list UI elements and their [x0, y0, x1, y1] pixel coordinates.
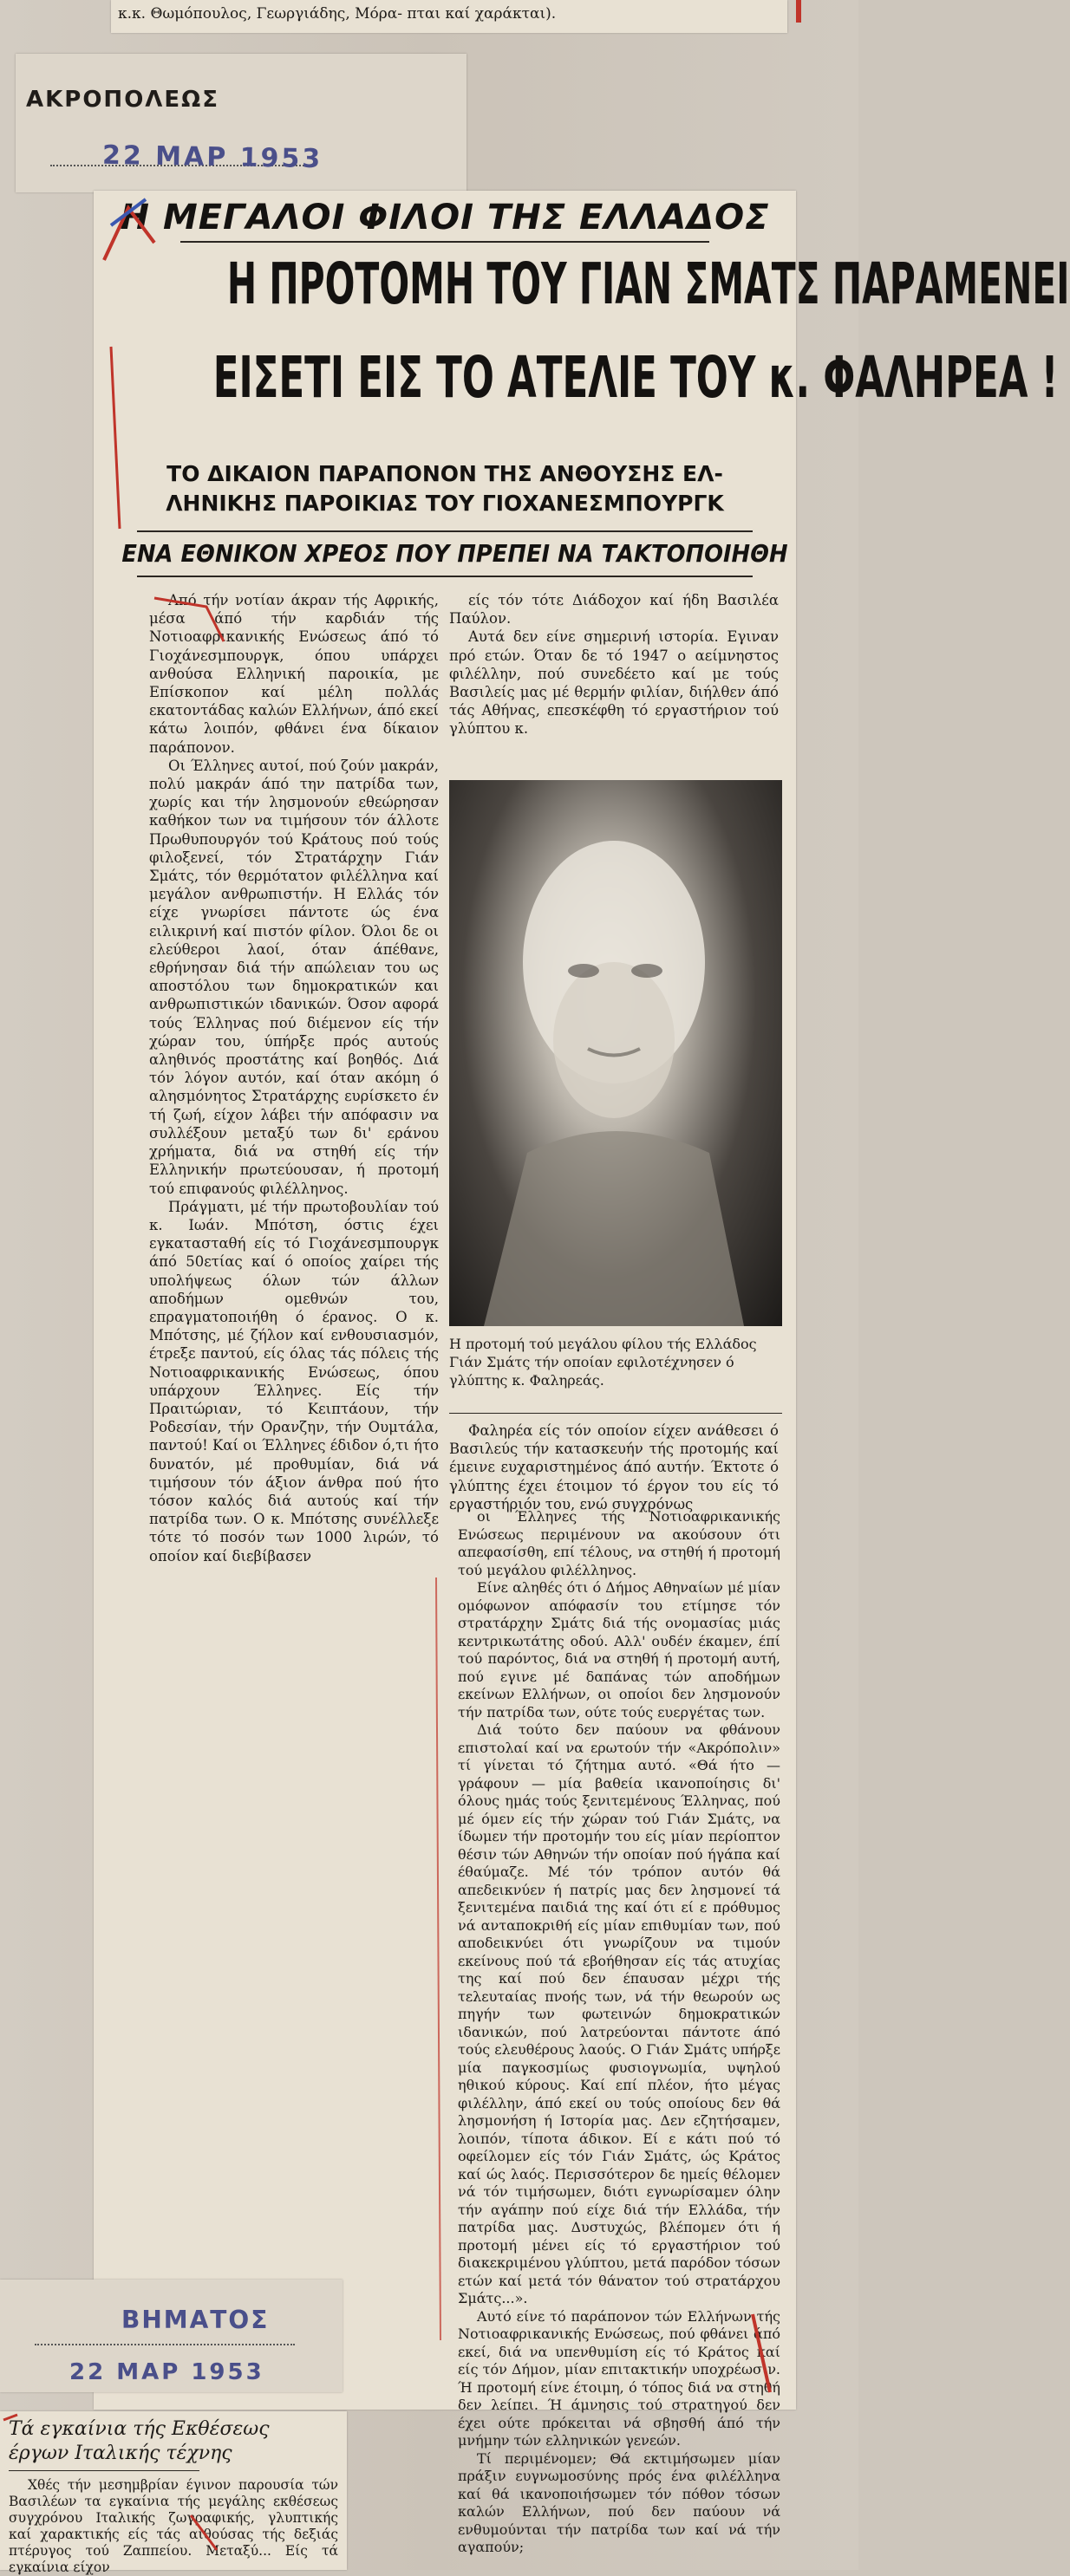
col1-paragraph-1: Από τήν νοτίαν άκραν τής Αφρικής, μέσα άπό τήν καρδιάν τής Νοτιοαφρικανικής Ενώσεως άπό τό Γιοχάνεσμπουργκ, όπου υπάρχει ανθούσα Ελληνική παροικία, με Επίσκοπον καί μέλη πολλάς εκατοντάδας καλών Ελλήνων, άπό εκεί κάτω λοιπόν, φθάνει ένα δίκαιον παράπονον.	[149, 592, 439, 756]
source-label-card-2	[0, 2280, 343, 2392]
date-stamp-2: 22 ΜΑΡ 1953	[69, 2359, 264, 2385]
headline-line-2: ΕΙΣΕΤΙ ΕΙΣ ΤΟ ΑΤΕΛΙΕ ΤΟΥ κ. ΦΑΛΗΡΕΑ !	[212, 344, 1059, 411]
source-label-card	[16, 54, 466, 192]
section-rule-top	[137, 530, 753, 532]
subhead-line-1: ΤΟ ΔΙΚΑΙΟΝ ΠΑΡΑΠΟΝΟΝ ΤΗΣ ΑΝΘΟΥΣΗΣ ΕΛ-	[166, 461, 723, 486]
photo-caption	[449, 1335, 782, 1411]
headline-line-1: Η ΠΡΟΤΟΜΗ ΤΟΥ ΓΙΑΝ ΣΜΑΤΣ ΠΑΡΑΜΕΝΕΙ	[226, 250, 1070, 317]
col3-paragraph-4: Αυτό είνε τό παράπονον τών Ελλήνων τής Νοτιοαφρικανικής Ενώσεως, πού φθάνει άπό εκεί, διά να υπενθυμίση είς τό Κράτος καί είς τόν Δήμον, μίαν επιτακτικήν υποχρέωσιν. Ή προτομή είνε έτοιμη, ό τόπος διά να στηθή δεν λείπει. Ή άμνησις τού στρατηγού δεν έχει ούτε πρόκειται νά σβησθή άπό τήν μνήμην τών ελληνικών γενεών.	[458, 2307, 780, 2449]
col3-paragraph-1: οι Έλληνες τής Νοτιοαφρικανικής Ενώσεως περιμένουν να ακούσουν ότι απεφασίσθη, επί τέλους, να στηθή ή προτομή τού μεγάλου φιλέλληνος.	[458, 1508, 780, 1578]
top-clipping-fragment	[111, 0, 787, 33]
kicker: Η ΜΕΓΑΛΟΙ ΦΙΛΟΙ ΤΗΣ ΕΛΛΑΔΟΣ	[120, 198, 770, 237]
section-rule-bottom	[137, 576, 753, 577]
section-head: ΕΝΑ ΕΘΝΙΚΟΝ ΧΡΕΟΣ ΠΟΥ ΠΡΕΠΕΙ ΝΑ ΤΑΚΤΟΠΟΙΗΘΗ	[121, 539, 788, 568]
caption-rule	[449, 1413, 782, 1414]
col3-paragraph-3: Διά τούτο δεν παύουν να φθάνουν επιστολαί καί να ερωτούν τήν «Ακρόπολιν» τί γίνεται τό ζήτημα αυτό. «Θά ήτο — γράφουν — μία βαθεία ικανοποίησις δι' όλους ημάς τούς ξενιτεμένους Έλληνας, πού μέ όμεν είς τήν χώραν τού Γιάν Σμάτς, να ίδωμεν τήν προτομήν του είς μίαν περίοπτον θέσιν τών Αθηνών τήν οποίαν πού ήγάπα καί έθαύμαζε. Μέ τόν τρόπον αυτόν θά απεδεικνύεν ή πατρίς μας δεν λησμονεί τά ξενιτεμένα παιδιά της καί ότι εί ε πρόθυμος νά ανταποκριθή είς μίαν επιθυμίαν των, πού αποδεικνύει ότι γνωρίζουν να τιμούν εκείνους πού τά εβοήθησαν είς τάς ατυχίας της καί πού δεν έπαυσαν μέχρι τής τελευταίας πνοής των, νά τήν θεωρούν ως πηγήν των φωτεινών δημοκρατικών ιδανικών, πού λατρεύονται πάντοτε άπό τούς ελευθέρους λαούς. Ο Γιάν Σμάτς υπήρξε μία παγκοσμίως φυσιογνωμία, υψηλού ηθικού κύρους. Καί επί πλέον, ήτο μέγας φιλέλλην, άπό εκεί ου τούς οποίους δεν θά λησμονήση ή Ιστορία μας. Δεν εζητήσαμεν, λοιπόν, τίποτα άδικον. Εί ε κάτι πού τό οφείλομεν είς τόν Γιάν Σμάτς, ώς Κράτος καί ώς λαός. Περισσότερον δε ημείς θέλομεν νά τόν τιμήσωμεν, διότι εγνωρίσαμεν όλην τήν αγάπην πού είχε διά τήν Ελλάδα, τήν πατρίδα μας. Δυστυχώς, βλέπομεν ότι ή προτομή μένει είς τό εργαστήριον τού διακεκριμένου γλύπτου, μετά παρόδον τόσων ετών καί μετά τόν θάνατον τού στρατάρχου Σμάτς...».	[458, 1721, 780, 2306]
kicker-rule	[180, 241, 709, 243]
column-1	[149, 591, 439, 1614]
col2-paragraph-2: Αυτά δεν είνε σημερινή ιστορία. Εγιναν πρό ετών. Όταν δε τό 1947 ο αείμνηστος φιλέλλην, πού συνεδέετο καί με τούς Βασιλείς μας μέ θερμήν φιλίαν, διήλθεν άπό τάς Αθήνας, επεσκέφθη τό εργαστήριον τού γλύπτου κ.	[449, 628, 779, 738]
column-2-top	[449, 591, 779, 738]
clipping-2-body: Χθές τήν μεσημβρίαν έγινον παρουσία τών Βασιλέων τα εγκαίνια τής μεγάλης εκθέσεως συγχρόνου Ιταλικής ζωγραφικής, γλυπτικής καί χαρακτικής είς τάς αιθούσας τής δεξιάς πτέρυγος τού Ζαππείου. Μεταξύ... Είς τά εγκαίνια είχον	[9, 2477, 338, 2575]
newspaper-label-2: ΒΗΜΑΤΟΣ	[121, 2306, 270, 2334]
bust-photo	[449, 780, 782, 1326]
col2-paragraph-1: είς τόν τότε Διάδοχον καί ήδη Βασιλέα Παύλον.	[449, 592, 779, 628]
col1-paragraph-2: Οι Έλληνες αυτοί, πού ζούν μακράν, πολύ μακράν άπό την πατρίδα των, χωρίς και τήν λησμονούν εθεώρησαν καθήκον των να τιμήσουν τόν άλλοτε Πρωθυπουργόν τού Κράτους πού τούς φιλοξενεί, τόν Στρατάρχην Γιάν Σμάτς, τόν θερμότατον φιλέλληνα καί μεγάλον ανθρωπιστήν. Η Ελλάς τόν είχε γνωρίσει πάντοτε ώς ένα ειλικρινή καί πιστόν φίλον. Όλοι δε οι ελεύθεροι λαοί, όταν άπέθανε, εθρήνησαν διά τήν απώλειαν του ως αποστόλου των δημοκρατικών και ανθρωπιστικών ιδανικών. Όσον αφορά τούς Έλληνας πού διέμενον είς τήν χώραν του, ύπήρξε πρός αυτούς αληθινός προστάτης καί βοηθός. Διά τόν λόγον αυτόν, καί όταν ακόμη ό αλησμόνητος Στρατάρχης ευρίσκετο έν τή ζωή, είχον λάβει τήν απόφασιν να συλλέξουν μεταξύ των δι' εράνου χρήματα, διά να στηθή είς τήν Ελληνικήν πρωτεύουσαν, ή προτομή τού επιφανούς φιλέλληνος.	[149, 757, 439, 1197]
col1-paragraph-3: Πράγματι, μέ τήν πρωτοβουλίαν τού κ. Ιωάν. Μπότση, όστις έχει εγκατασταθή είς τό Γιοχάνεσμπουργκ άπό 50ετίας καί ό οποίος χαίρει τής υπολήψεως όλων τών άλλων αποδήμων ομεθνών του, επραγματοποιήθη ό έρανος. Ο κ. Μπότσης, μέ ζήλον καί ενθουσιασμόν, έτρεξε παντού, είς όλας τάς πόλεις τής Νοτιοαφρικανικής Ενώσεως, όπου υπάρχουν Έλληνες. Είς τήν Πραιτώριαν, τό Κειπτάουν, τήν Ροδεσίαν, τήν Ορανζην, τήν Ουμτάλα, παντού! Καί οι Έλληνες έδιδον ό,τι ήτο δυνατόν, μέ προθυμίαν, διά νά τιμήσουν τόν άξιον άνθρα πού ήτο τόσον καλός διά αυτούς καί τήν πατρίδα των. Ο κ. Μπότσης συνέλλεξε τότε τό ποσόν των 1000 λιρών, τό οποίον καί διεβίβασεν	[149, 1198, 439, 1564]
col3-paragraph-2: Είνε αληθές ότι ό Δήμος Αθηναίων μέ μίαν ομόφωνον απόφασίν του ετίμησε τόν στρατάρχην Σμάτς διά τής ονομασίας μιάς κεντρικωτάτης οδού. Αλλ' ουδέν έκαμεν, έπί τού παρόντος, διά να στηθή ή προτομή αυτή, πού εγινε μέ δαπάνας τών αποδήμων εκείνων Ελλήνων, οι οποίοι δεν λησμονούν τήν πατρίδα των, ούτε τούς ευεργέτας των.	[458, 1579, 780, 1721]
bust-photo-art	[449, 780, 782, 1326]
clipping-2-title-2: έργων Ιταλικής τέχνης	[9, 2443, 232, 2464]
clipping-2-title-1: Τά εγκαίνια τής Εκθέσεως	[9, 2418, 270, 2440]
dotted-line-2	[35, 2344, 295, 2345]
col3-paragraph-5: Τί περιμένομεν; Θά εκτιμήσωμεν μίαν πράξιν ευγνωμοσύνης πρός ένα φιλέλληνα καί θά ικανοποιήσωμεν τόν πόθον τόσων καλών Ελλήνων, πού δεν παύουν νά ενθυμούνται τήν πατρίδα των καί νά τήν αγαπούν;	[458, 2449, 780, 2555]
date-stamp: 22 ΜΑΡ 1953	[101, 140, 323, 175]
column-2-bottom	[449, 1421, 779, 1512]
subhead-line-2: ΛΗΝΙΚΗΣ ΠΑΡΟΙΚΙΑΣ ΤΟΥ ΓΙΟΧΑΝΕΣΜΠΟΥΡΓΚ	[166, 491, 724, 516]
caption-text: Η προτομή τού μεγάλου φίλου τής Ελλάδος Γιάν Σμάτς τήν οποίαν εφιλοτέχνησεν ό γλύπτης κ. Φαληρεάς.	[449, 1336, 757, 1389]
newspaper-label: ΑΚΡΟΠΟΛΕΩΣ	[26, 87, 220, 113]
top-clipping-text: κ.κ. Θωμόπουλος, Γεωργιάδης, Μόρα- πται καί χαράκται).	[118, 5, 557, 23]
column-3	[458, 1508, 780, 2555]
red-marker-top	[796, 0, 801, 23]
clipping-2-rule	[9, 2470, 199, 2471]
clipping-2	[0, 2411, 347, 2575]
col2-paragraph-3: Φαληρέα είς τόν οποίον είχεν ανάθεσει ό Βασιλεύς τήν κατασκευήν τής προτομής καί έμεινε ευχαριστημένος άπό αυτήν. Έκτοτε ό γλύπτης έχει έτοιμον τό έργον του είς τό εργαστήριόν του, ενώ συγχρόνως	[449, 1422, 779, 1512]
